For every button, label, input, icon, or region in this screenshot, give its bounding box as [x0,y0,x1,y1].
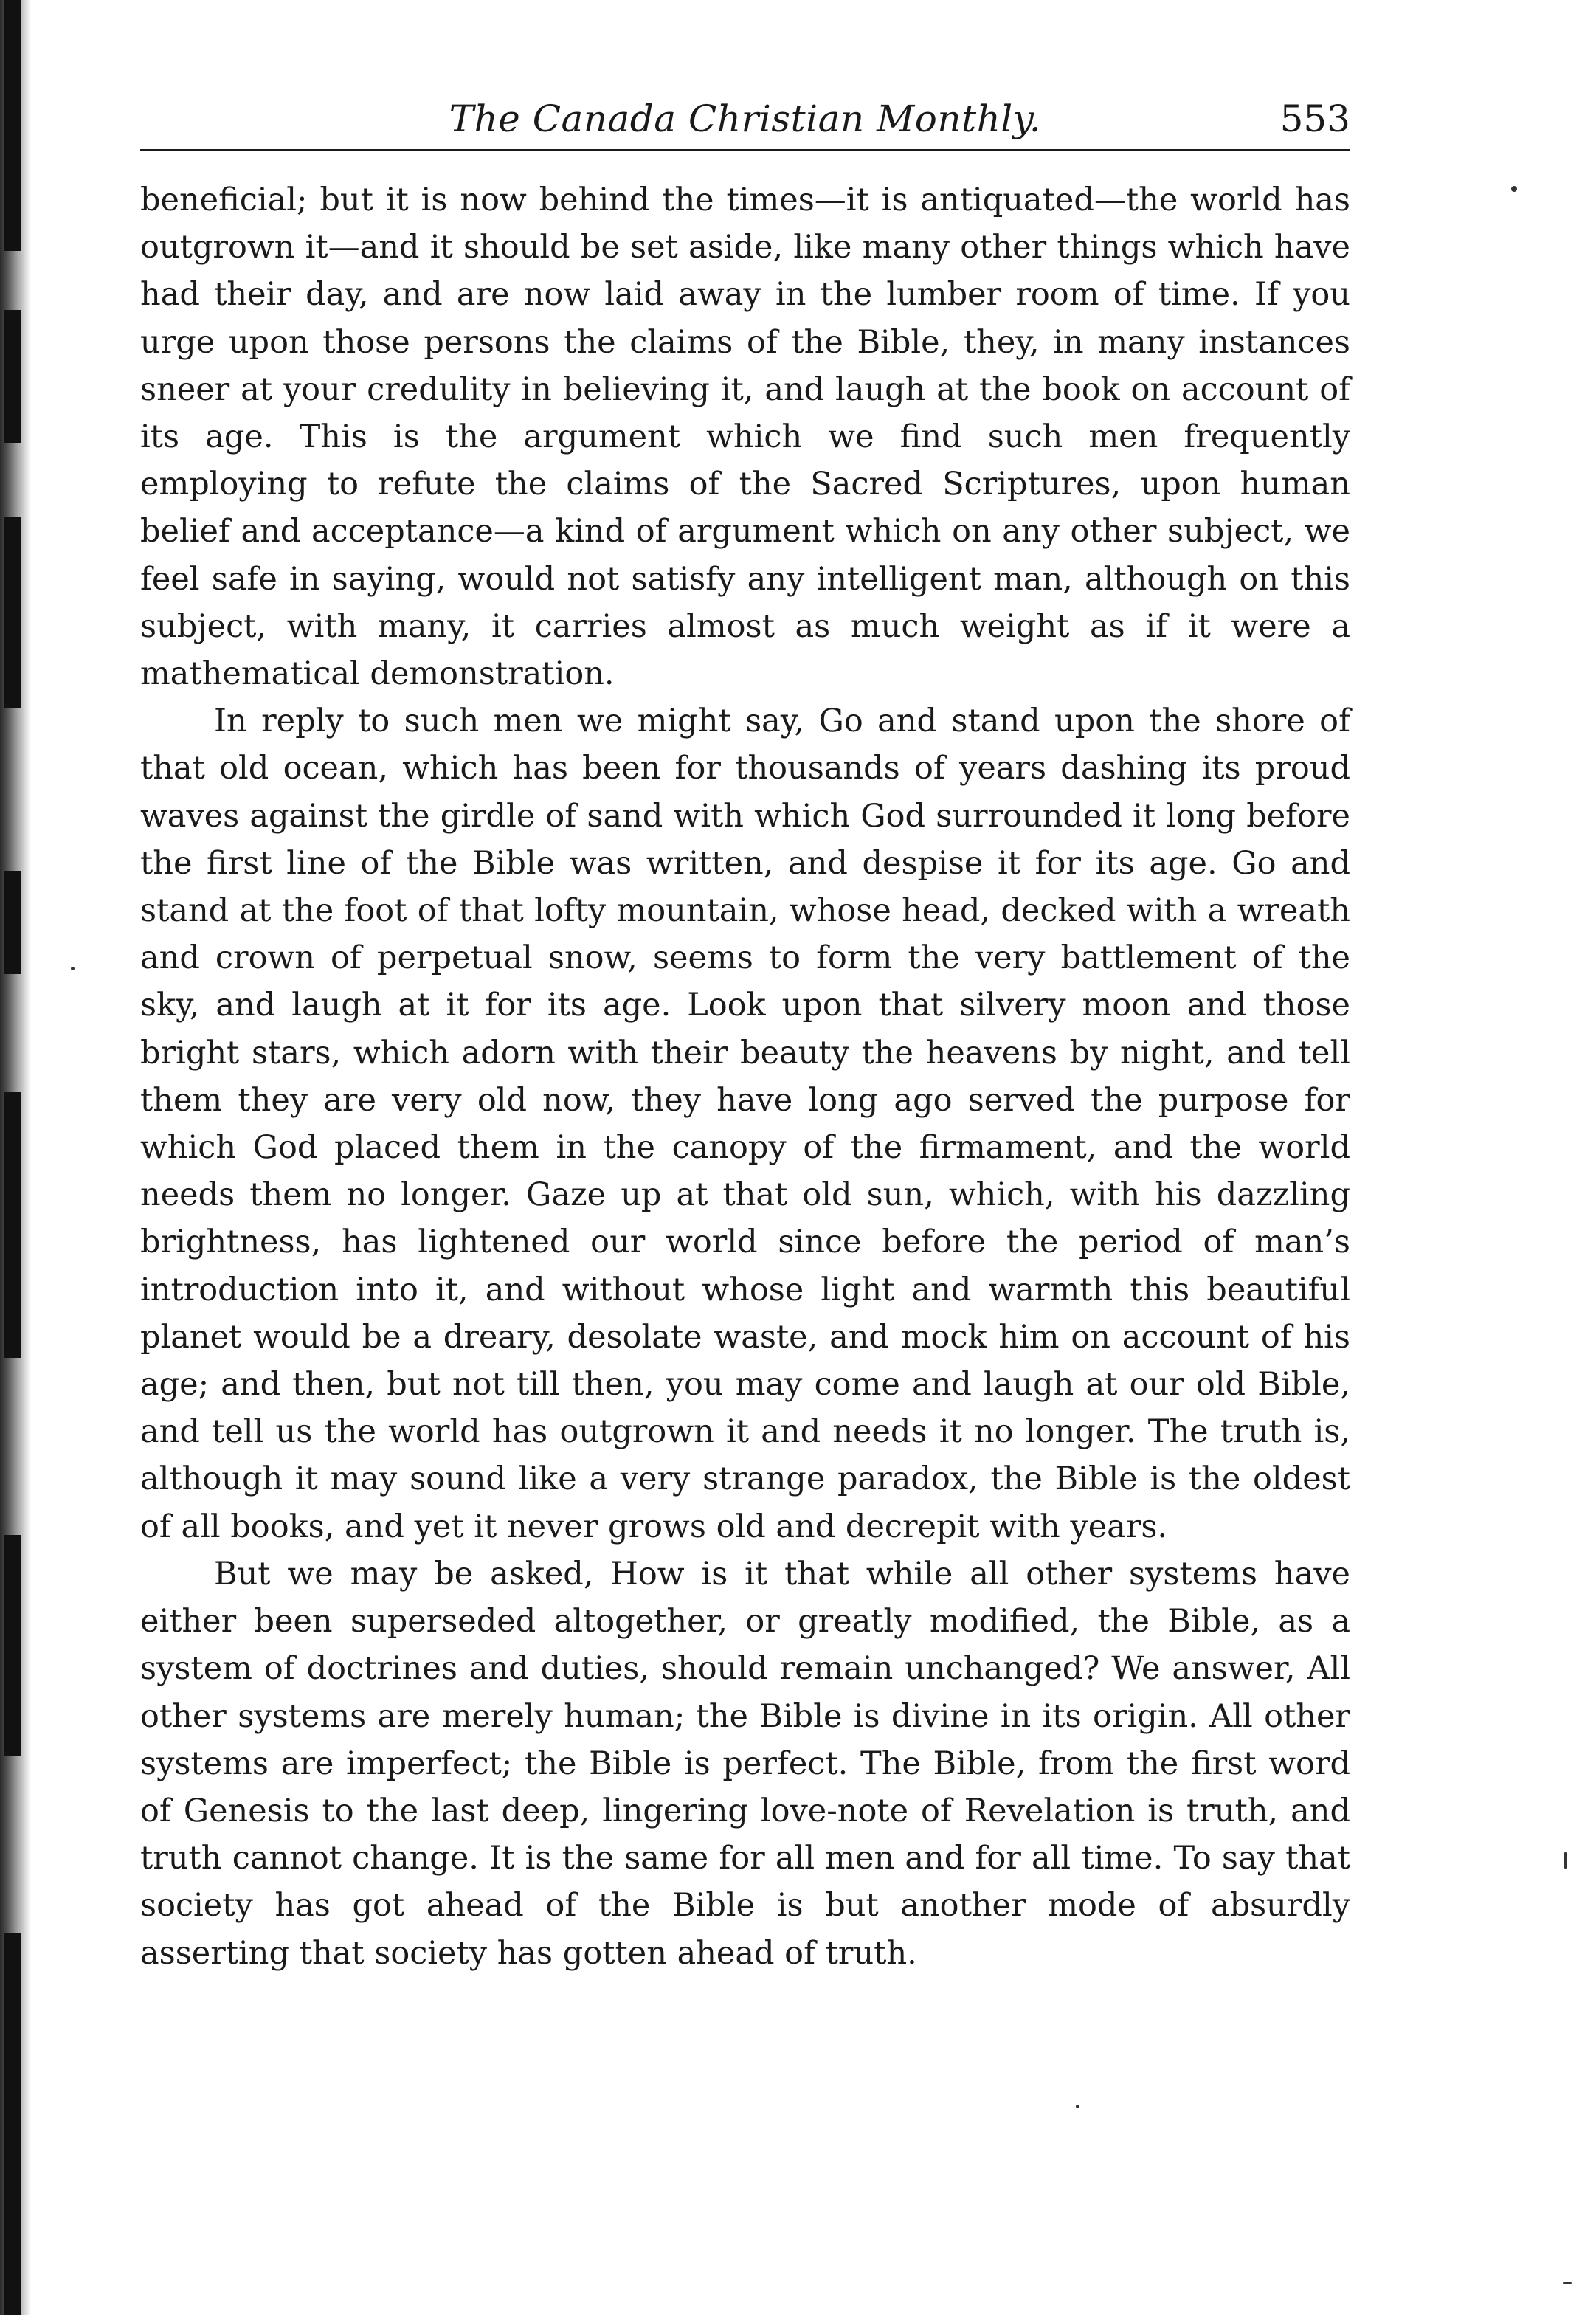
scan-speck [71,967,75,970]
page-number: 553 [1279,97,1350,140]
running-head [140,81,1350,149]
scan-speck [1076,2105,1079,2108]
scan-speck [1564,1852,1567,1869]
scanned-binding-edge [0,0,31,2315]
body-text [140,176,1350,1977]
scan-speck [1511,186,1517,192]
journal-title: The Canada Christian Monthly. [449,97,1042,140]
paragraph-2: In reply to such men we might say, Go and stand upon the shore of that old ocean, which has been for thousands of years dashing its proud waves against the girdle of sand with which God surrounded it long before the first line of the Bible was written, and despise it for its age. Go and stand at the foot of that lofty mountain, whose head, decked with a wreath and crown of perpetual snow, seems to form the very battlement of the sky, and laugh at it for its age. Look upon that silvery moon and those bright stars, which adorn with their beauty the heavens by night, and tell them they are very old now, they have long ago served the purpose for which God placed them in the canopy of the firmament, and the world needs them no longer. Gaze up at that old sun, which, with his dazzling brightness, has lightened our world since before the period of man’s introduction into it, and without whose light and warmth this beautiful planet would be a dreary, desolate waste, and mock him on account of his age; and then, but not till then, you may come and laugh at our old Bible, and tell us the world has outgrown it and needs it no longer. The truth is, although it may sound like a very strange paradox, the Bible is the oldest of all books, and yet it never grows old and decrepit with years. [140,703,1350,1545]
header-rule [140,149,1350,151]
paragraph-1: beneficial; but it is now behind the times—it is antiquated—the world has outgrown it—and it should be set aside, like many other things which have had their day, and are now laid away in the lumber room of time. If you urge upon those persons the claims of the Bible, they, in many instances sneer at your credulity in believing it, and laugh at the book on account of its age. This is the argument which we find such men frequently employing to refute the claims of the Sacred Scriptures, upon human belief and acceptance—a kind of argument which on any other subject, we feel safe in saying, would not satisfy any intelligent man, although on this subject, with many, it carries almost as much weight as if it were a mathematical demonstration. [140,182,1350,693]
paragraph-3: But we may be asked, How is it that while all other systems have either been superseded altogether, or greatly modified, the Bible, as a system of doctrines and duties, should remain unchanged? We answer, All other systems are merely human; the Bible is divine in its origin. All other systems are imperfect; the Bible is perfect. The Bible, from the first word of Genesis to the last deep, lingering love-note of Revelation is truth, and truth cannot change. It is the same for all men and for all time. To say that society has got ahead of the Bible is but another mode of absurdly asserting that society has gotten ahead of truth. [140,1555,1350,1972]
scan-speck [1563,2282,1572,2284]
book-page [140,81,1350,1977]
